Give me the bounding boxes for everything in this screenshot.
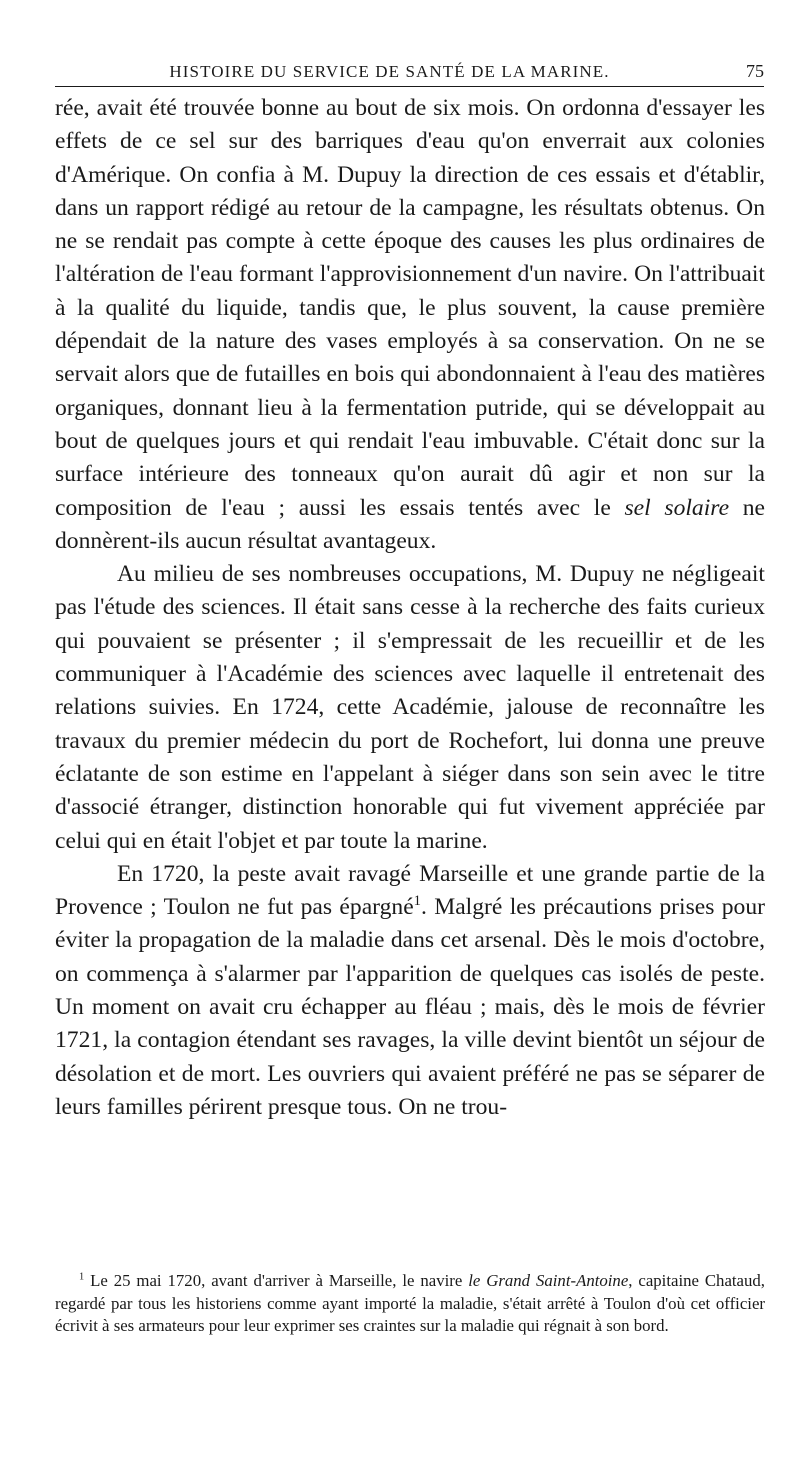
footnote-1-italic: le Grand Saint-Antoine bbox=[468, 1271, 629, 1290]
paragraph-3-text-a: En 1720, la peste avait ravagé Marseille et une grande partie de la Provence ; Toulon ne fut pas épargné bbox=[55, 860, 765, 921]
running-head bbox=[55, 56, 764, 87]
paragraph-1-text-b: ne donnèrent-ils aucun résultat avantageux. bbox=[55, 494, 766, 554]
page-number: 75 bbox=[746, 61, 764, 81]
paragraph-1-italic: sel solaire bbox=[624, 494, 730, 521]
paragraph-1 bbox=[55, 92, 765, 558]
footnote-1-text-b: , capitaine Chataud, regardé par tous les historiens comme ayant importé la maladie, s'était arrêté à Toulon d'où cet officier écrivit à ses armateurs pour leur exprimer ses craintes sur la maladie qui régnait à son bord. bbox=[55, 1271, 765, 1335]
paragraph-1-text-a: rée, avait été trouvée bonne au bout de six mois. On ordonna d'essayer les effets de ce sel sur des barriques d'eau qu'on enverrait aux colonies d'Amérique. On confia à M. Dupuy la direction de ces essais et d'établir, dans un rapport rédigé au retour de la campagne, les résultats obtenus. On ne se rendait pas compte à cette époque des causes les plus ordinaires de l'altération de l'eau formant l'approvisionnement d'un navire. On l'attribuait à la qualité du liquide, tandis que, le plus souvent, la cause première dépendait de la nature des vases employés à sa conservation. On ne se servait alors que de futailles en bois qui abondonnaient à l'eau des matières organiques, donnant lieu à la fermentation putride, qui se développait au bout de quelques jours et qui rendait l'eau imbuvable. C'était donc sur la surface intérieure des tonneaux qu'on aurait dû agir et non sur la composition de l'eau ; aussi les essais tentés avec le bbox=[55, 95, 765, 521]
running-title: HISTOIRE DU SERVICE DE SANTÉ DE LA MARINE. bbox=[169, 62, 610, 81]
paragraph-2: Au milieu de ses nombreuses occupations, M. Dupuy ne négligeait pas l'étude des sciences. Il était sans cesse à la recherche des faits curieux qui pouvaient se présenter ; il s'empressait de les recueillir et de les communiquer à l'Académie des sciences avec laquelle il entretenait des relations suivies. En 1724, cette Académie, jalouse de reconnaître les travaux du premier médecin du port de Rochefort, lui donna une preuve éclatante de son estime en l'appelant à siéger dans son sein avec le titre d'associé étranger, distinction honorable qui fut vivement appréciée par celui qui en était l'objet et par toute la marine. bbox=[55, 561, 765, 854]
footnote-marker: 1 bbox=[79, 1271, 85, 1283]
paragraph-3 bbox=[55, 858, 765, 1124]
paragraph-3-text-b: . Malgré les précautions prises pour éviter la propagation de la maladie dans cet arsenal. Dès le mois d'octobre, on commença à s'alarmer par l'apparition de quelques cas isolés de peste. Un moment on avait cru échapper au fléau ; mais, dès le mois de février 1721, la contagion étendant ses ravages, la ville devint bientôt un séjour de désolation et de mort. Les ouvriers qui avaient préféré ne pas se séparer de leurs familles périrent presque tous. On ne trou- bbox=[55, 894, 765, 1120]
footnotes bbox=[55, 1270, 765, 1338]
footnote-1-text-a: Le 25 mai 1720, avant d'arriver à Marseille, le navire bbox=[84, 1271, 469, 1290]
body-text bbox=[55, 92, 765, 1124]
footnote-reference: 1 bbox=[413, 893, 421, 910]
footnote-1 bbox=[55, 1270, 765, 1338]
